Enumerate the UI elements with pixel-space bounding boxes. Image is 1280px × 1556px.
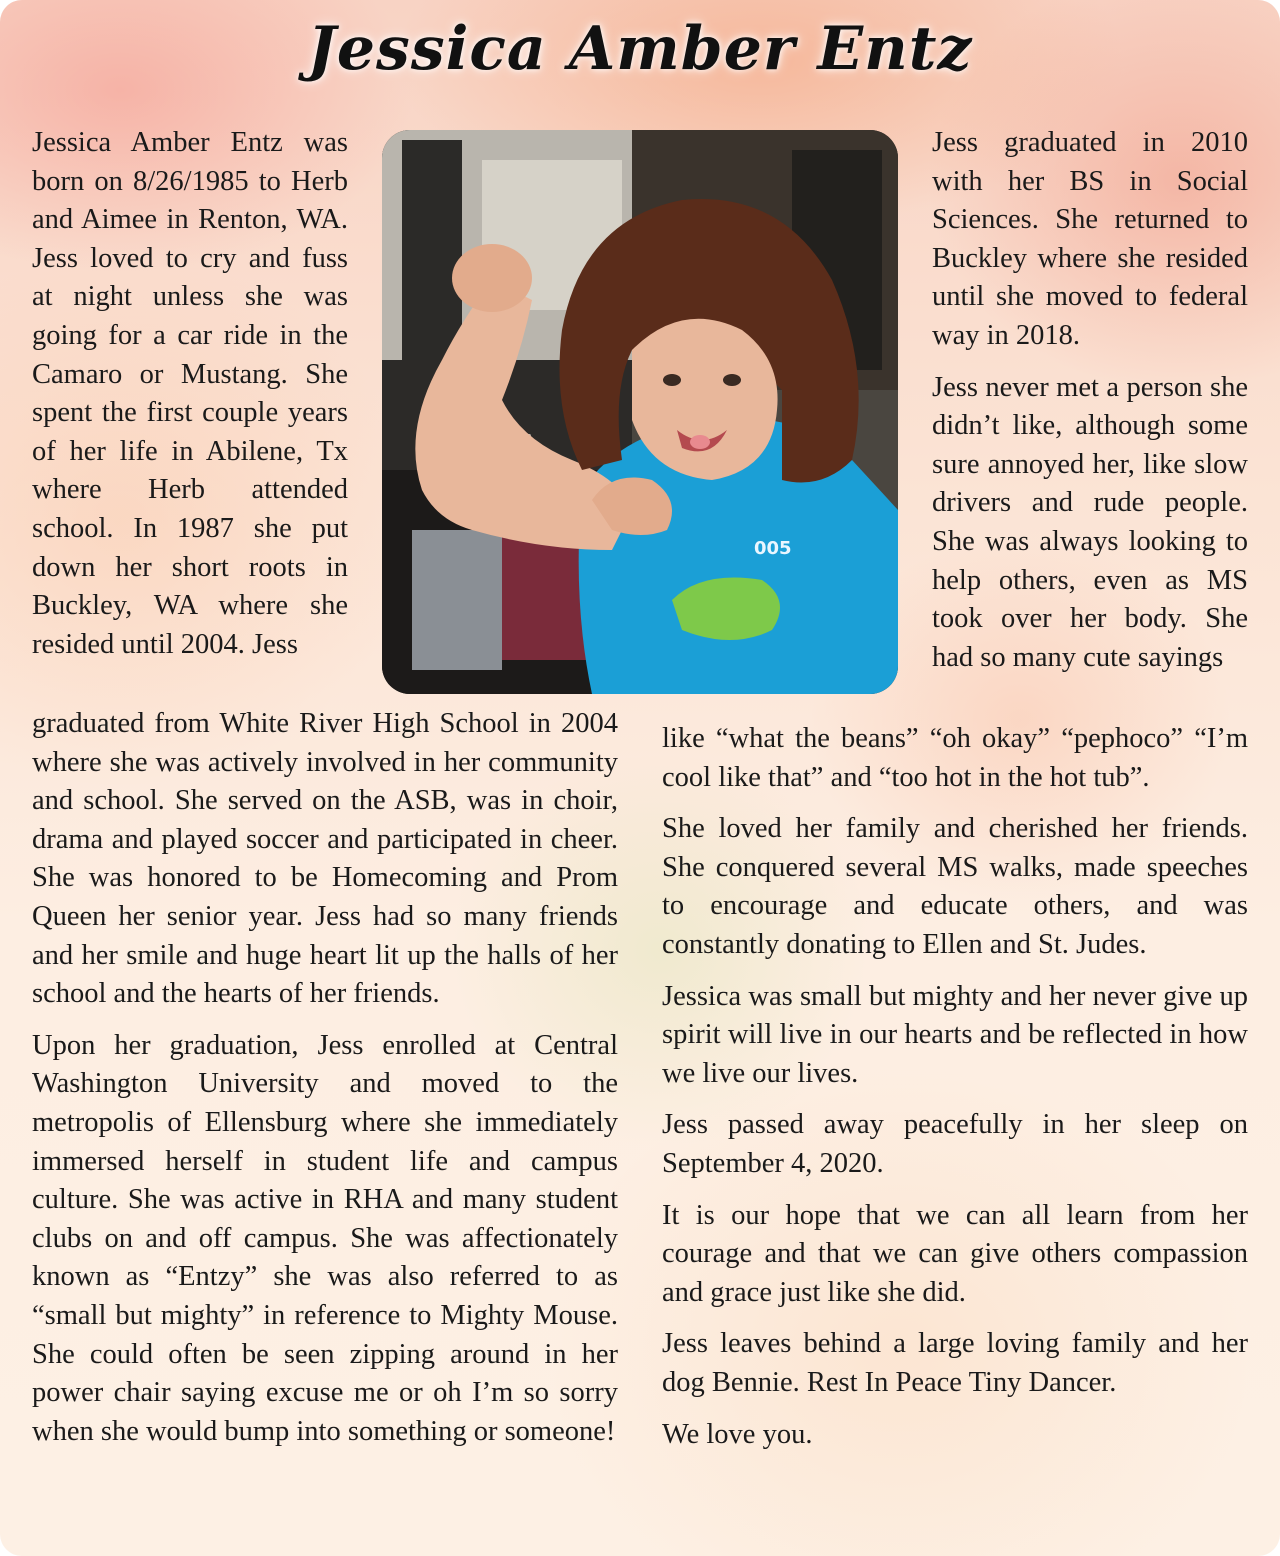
- college-paragraph: Upon her graduation, Jess enrolled at Central Washington University and moved to the metropolis of Ellensburg where she immediately immersed herself in student life and campus culture. She was active in RHA and many student clubs on and off campus. She was affectionately known as “Entzy” she was also referred to as “small but mighty” in reference to Mighty Mouse. She could often be seen zipping around in her power chair saying excuse me or oh I’m so sorry when she would bump into something or someone!: [32, 1029, 618, 1447]
- bio-continuation: graduated from White River High School in 2004 where she was actively involved in her community and school. She served on the ASB, was in choir, drama and played soccer and participated in cheer. She was honored to be Homecoming and Prom Queen her senior year. Jess had so many friends and her smile and huge heart lit up the halls of her school and the hearts of her friends.: [32, 708, 618, 1010]
- graduation-paragraph: Jess graduated in 2010 with her BS in Social Sciences. She returned to Buckley where she resided until she moved to federal way in 2018.: [932, 127, 1248, 351]
- sayings-continuation: like “what the beans” “oh okay” “pephoco” “I’m cool like that” and “too hot in the hot tub”.: [662, 723, 1248, 793]
- spirit-paragraph: Jessica was small but mighty and her never give up spirit will live in our hearts and be reflected in how we live our lives.: [662, 980, 1248, 1089]
- closing-paragraph: We love you.: [662, 1418, 813, 1450]
- survivors-paragraph: Jess leaves behind a large loving family and her dog Bennie. Rest In Peace Tiny Dancer.: [662, 1328, 1248, 1398]
- bio-paragraph: Jessica Amber Entz was born on 8/26/1985 to Herb and Aimee in Renton, WA. Jess loved to cry and fuss at night unless she was going for a car ride in the Camaro or Mustang. She spent the first couple years of her life in Abilene, Tx where Herb attended school. In 1987 she put down her short roots in Buckley, WA where she resided until 2004. Jess: [32, 127, 348, 660]
- left-bottom-column: [32, 705, 618, 1464]
- right-top-column: [932, 124, 1248, 690]
- right-bottom-column: [662, 720, 1248, 1467]
- personality-paragraph: Jess never met a person she didn’t like, although some sure annoyed her, like slow drivers and rude people. She was always looking to help others, even as MS took over her body. She had so many cute sayings: [932, 371, 1248, 673]
- shirt-text: 005: [754, 538, 792, 559]
- family-paragraph: She loved her family and cherished her friends. She conquered several MS walks, made speeches to encourage and educate others, and was constantly donating to Ellen and St. Judes.: [662, 813, 1248, 960]
- portrait-illustration: [382, 130, 898, 694]
- obituary-title: Jessica Amber Entz: [307, 14, 973, 84]
- passing-paragraph: Jess passed away peacefully in her sleep on September 4, 2020.: [662, 1109, 1248, 1179]
- left-top-column: [32, 124, 348, 664]
- portrait-photo: [382, 130, 898, 694]
- hope-paragraph: It is our hope that we can all learn from her courage and that we can give others compassion and grace just like she did.: [662, 1199, 1248, 1308]
